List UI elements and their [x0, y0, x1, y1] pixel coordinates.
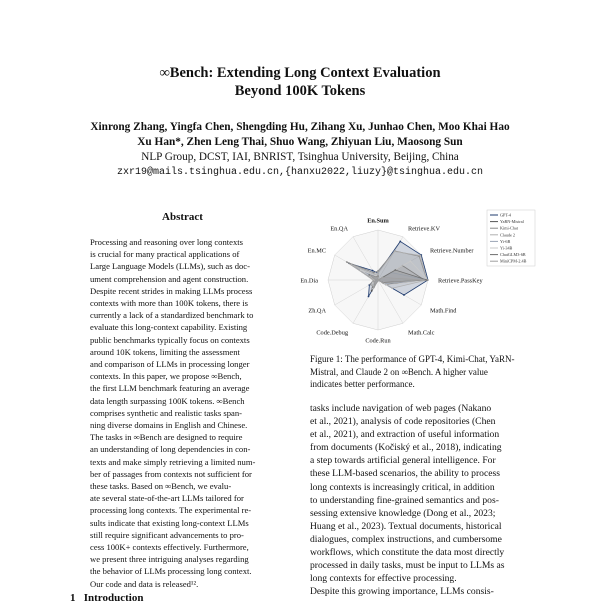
data-point — [391, 287, 393, 289]
body-line: sessing extensive knowledge (Dong et al., 2023; — [310, 507, 496, 519]
abstract-body — [90, 236, 275, 590]
abstract-line: data length surpassing 100K tokens. ∞Bench — [90, 395, 245, 406]
chart-legend — [487, 210, 535, 266]
legend-label: Claude 2 — [500, 232, 516, 238]
data-point — [373, 287, 375, 289]
axis-label: Zh.QA — [308, 307, 327, 315]
data-point — [350, 264, 352, 266]
title-text-1: ∞Bench: Extending Long Context Evaluation — [159, 65, 441, 81]
abstract-line: ument comprehension and agent construction. — [90, 273, 249, 284]
abstract-line: ber of passages from contexts not sufficient for — [90, 468, 252, 479]
caption-line: Mistral, and Claude 2 on ∞Bench. A higher value — [310, 366, 488, 377]
abstract-line: processing long contexts. The experimental re- — [90, 505, 252, 516]
figure-caption — [310, 353, 532, 391]
data-point — [423, 279, 425, 281]
data-point — [371, 290, 373, 292]
legend-label: YaRN-Mistral — [500, 219, 524, 225]
body-line: long contexts for effective processing. — [310, 573, 457, 585]
legend-label: ChatGLM3-6B — [500, 252, 526, 258]
data-point — [382, 282, 384, 284]
caption-line: indicates better performance. — [310, 379, 415, 389]
axis-label: En.MC — [307, 247, 327, 255]
caption-line: Figure 1: The performance of GPT-4, Kimi-Chat, YaRN- — [310, 354, 515, 364]
axis-label: Retrieve.Number — [429, 247, 474, 255]
legend-label: Kimi-Chat — [500, 225, 518, 231]
data-point — [410, 260, 412, 262]
abstract-line: public benchmarks typically focus on contexts — [90, 334, 250, 345]
legend-label: GPT-4 — [500, 212, 512, 218]
abstract-line: these tasks. Based on ∞Bench, we evalu- — [90, 481, 232, 492]
axis-label: En.Dia — [300, 277, 318, 285]
data-point — [368, 296, 370, 298]
legend-label: MiniCPM-2.4B — [500, 258, 527, 264]
paper-title-line1 — [0, 64, 600, 82]
affiliation: NLP Group, DCST, IAI, BNRIST, Tsinghua University, Beijing, China — [141, 151, 459, 163]
body-line: processed in daily tasks, must be input to LLMs as — [310, 560, 505, 572]
abstract-line: and comparison of LLMs in processing longer — [90, 359, 250, 370]
data-point — [374, 281, 376, 283]
body-line: from documents (Kočiský et al., 2018), indicating — [310, 442, 502, 454]
axis-label: Retrieve.KV — [408, 225, 440, 233]
data-point — [426, 279, 428, 281]
authors-line1: Xinrong Zhang, Yingfa Chen, Shengding Hu, Zihang Xu, Junhao Chen, Moo Khai Hao — [90, 121, 510, 133]
axis-label: Code.Debug — [316, 329, 348, 337]
authors-line2: Xu Han*, Zhen Leng Thai, Shuo Wang, Zhiyuan Liu, Maosong Sun — [137, 136, 463, 148]
legend-label: Yi-6B — [500, 238, 511, 244]
abstract-line: ning diverse domains in English and Chinese. — [90, 420, 248, 431]
data-point — [403, 294, 405, 296]
abstract-line: comprises synthetic and realistic tasks span- — [90, 407, 243, 418]
abstract-line: the behavior of LLMs processing long context. — [90, 566, 252, 577]
data-point — [373, 272, 375, 274]
right-column-text — [310, 402, 532, 598]
abstract-line: Our code and data is released¹². — [90, 578, 199, 589]
data-point — [372, 270, 374, 272]
body-line: workflows, which constitute the data most directly — [310, 547, 505, 559]
section-number: 1 — [70, 592, 76, 604]
data-point — [369, 275, 371, 277]
abstract-line: is crucial for many practical applications of — [90, 249, 240, 260]
data-point — [381, 277, 383, 279]
abstract-line: the first LLM benchmark featuring an average — [90, 383, 250, 394]
abstract-line: ate several state-of-the-art LLMs tailored for — [90, 493, 244, 504]
body-line: Huang et al., 2023). Textual documents, historical — [310, 520, 502, 532]
body-line: et al., 2021), analysis of code repositories (Chen — [310, 416, 496, 428]
body-line: Despite this growing importance, LLMs consis- — [310, 586, 494, 598]
body-line: long contexts is increasingly critical, in addition — [310, 481, 495, 493]
data-point — [369, 284, 371, 286]
body-line: to understanding fine-grained semantics and pos- — [310, 494, 499, 506]
paper-title-line2: Beyond 100K Tokens — [234, 83, 366, 99]
legend-label: Yi-34B — [500, 245, 513, 251]
body-line: a step towards artificial general intelligence. For — [310, 455, 496, 467]
body-line: et al., 2021), and extraction of useful information — [310, 429, 500, 441]
axis-label: En.Sum — [367, 217, 389, 225]
section-title: Introduction — [83, 592, 144, 604]
abstract-line: cess 100K+ contexts effectively. Furthermore, — [90, 542, 249, 553]
body-line: tasks include navigation of web pages (Nakano — [310, 403, 492, 414]
body-line: these LLM-based scenarios, the ability to process — [310, 468, 500, 480]
body-line: dialogues, complex instructions, and cumbersome — [310, 533, 502, 545]
abstract-line: Large Language Models (LLMs), such as doc- — [90, 261, 250, 272]
data-point — [360, 269, 362, 271]
abstract-line: contexts. In this paper, we propose ∞Bench, — [90, 371, 242, 382]
axis-label: Retrieve.PassKey — [438, 277, 483, 285]
data-point — [372, 282, 374, 284]
data-point — [386, 284, 388, 286]
abstract-line: an understanding of long dependencies in con- — [90, 444, 251, 455]
abstract-line: texts and make simply retrieving a limited num- — [90, 456, 256, 467]
abstract-line: currently a lack of a standardized benchmark to — [90, 310, 254, 321]
abstract-line: Despite recent strides in making LLMs process — [90, 285, 253, 296]
data-point — [394, 251, 396, 253]
data-point — [377, 280, 379, 282]
axis-label: En.QA — [330, 225, 348, 233]
data-point — [399, 241, 401, 243]
axis-label: Math.Find — [429, 307, 457, 315]
abstract-line: contexts with more than 100K tokens, there is — [90, 298, 248, 309]
abstract-line: we present three intriguing analyses regarding — [90, 554, 249, 565]
abstract-line: sults indicate that existing long-context LLMs — [90, 517, 249, 528]
abstract-line: around 10K tokens, limiting the assessment — [90, 346, 240, 357]
abstract-heading: Abstract — [162, 211, 203, 223]
data-point — [375, 279, 377, 281]
abstract-line: still require significant advancements to pro- — [90, 529, 244, 540]
axis-label: Math.Calc — [408, 329, 435, 337]
abstract-line: Processing and reasoning over long contexts — [90, 237, 243, 247]
data-point — [376, 277, 378, 279]
data-point — [394, 269, 396, 271]
radar-chart — [300, 208, 540, 348]
data-point — [420, 255, 422, 257]
abstract-line: The tasks in ∞Bench are designed to require — [90, 432, 243, 443]
abstract-line: evaluate this long-context capability. Existing — [90, 322, 248, 333]
author-emails: zxr19@mails.tsinghua.edu.cn,{hanxu2022,liuzy}@tsinghua.edu.cn — [116, 167, 484, 178]
section-heading-introduction — [70, 592, 143, 604]
data-point — [346, 261, 348, 263]
axis-label: Code.Run — [365, 337, 391, 345]
data-point — [377, 272, 379, 274]
